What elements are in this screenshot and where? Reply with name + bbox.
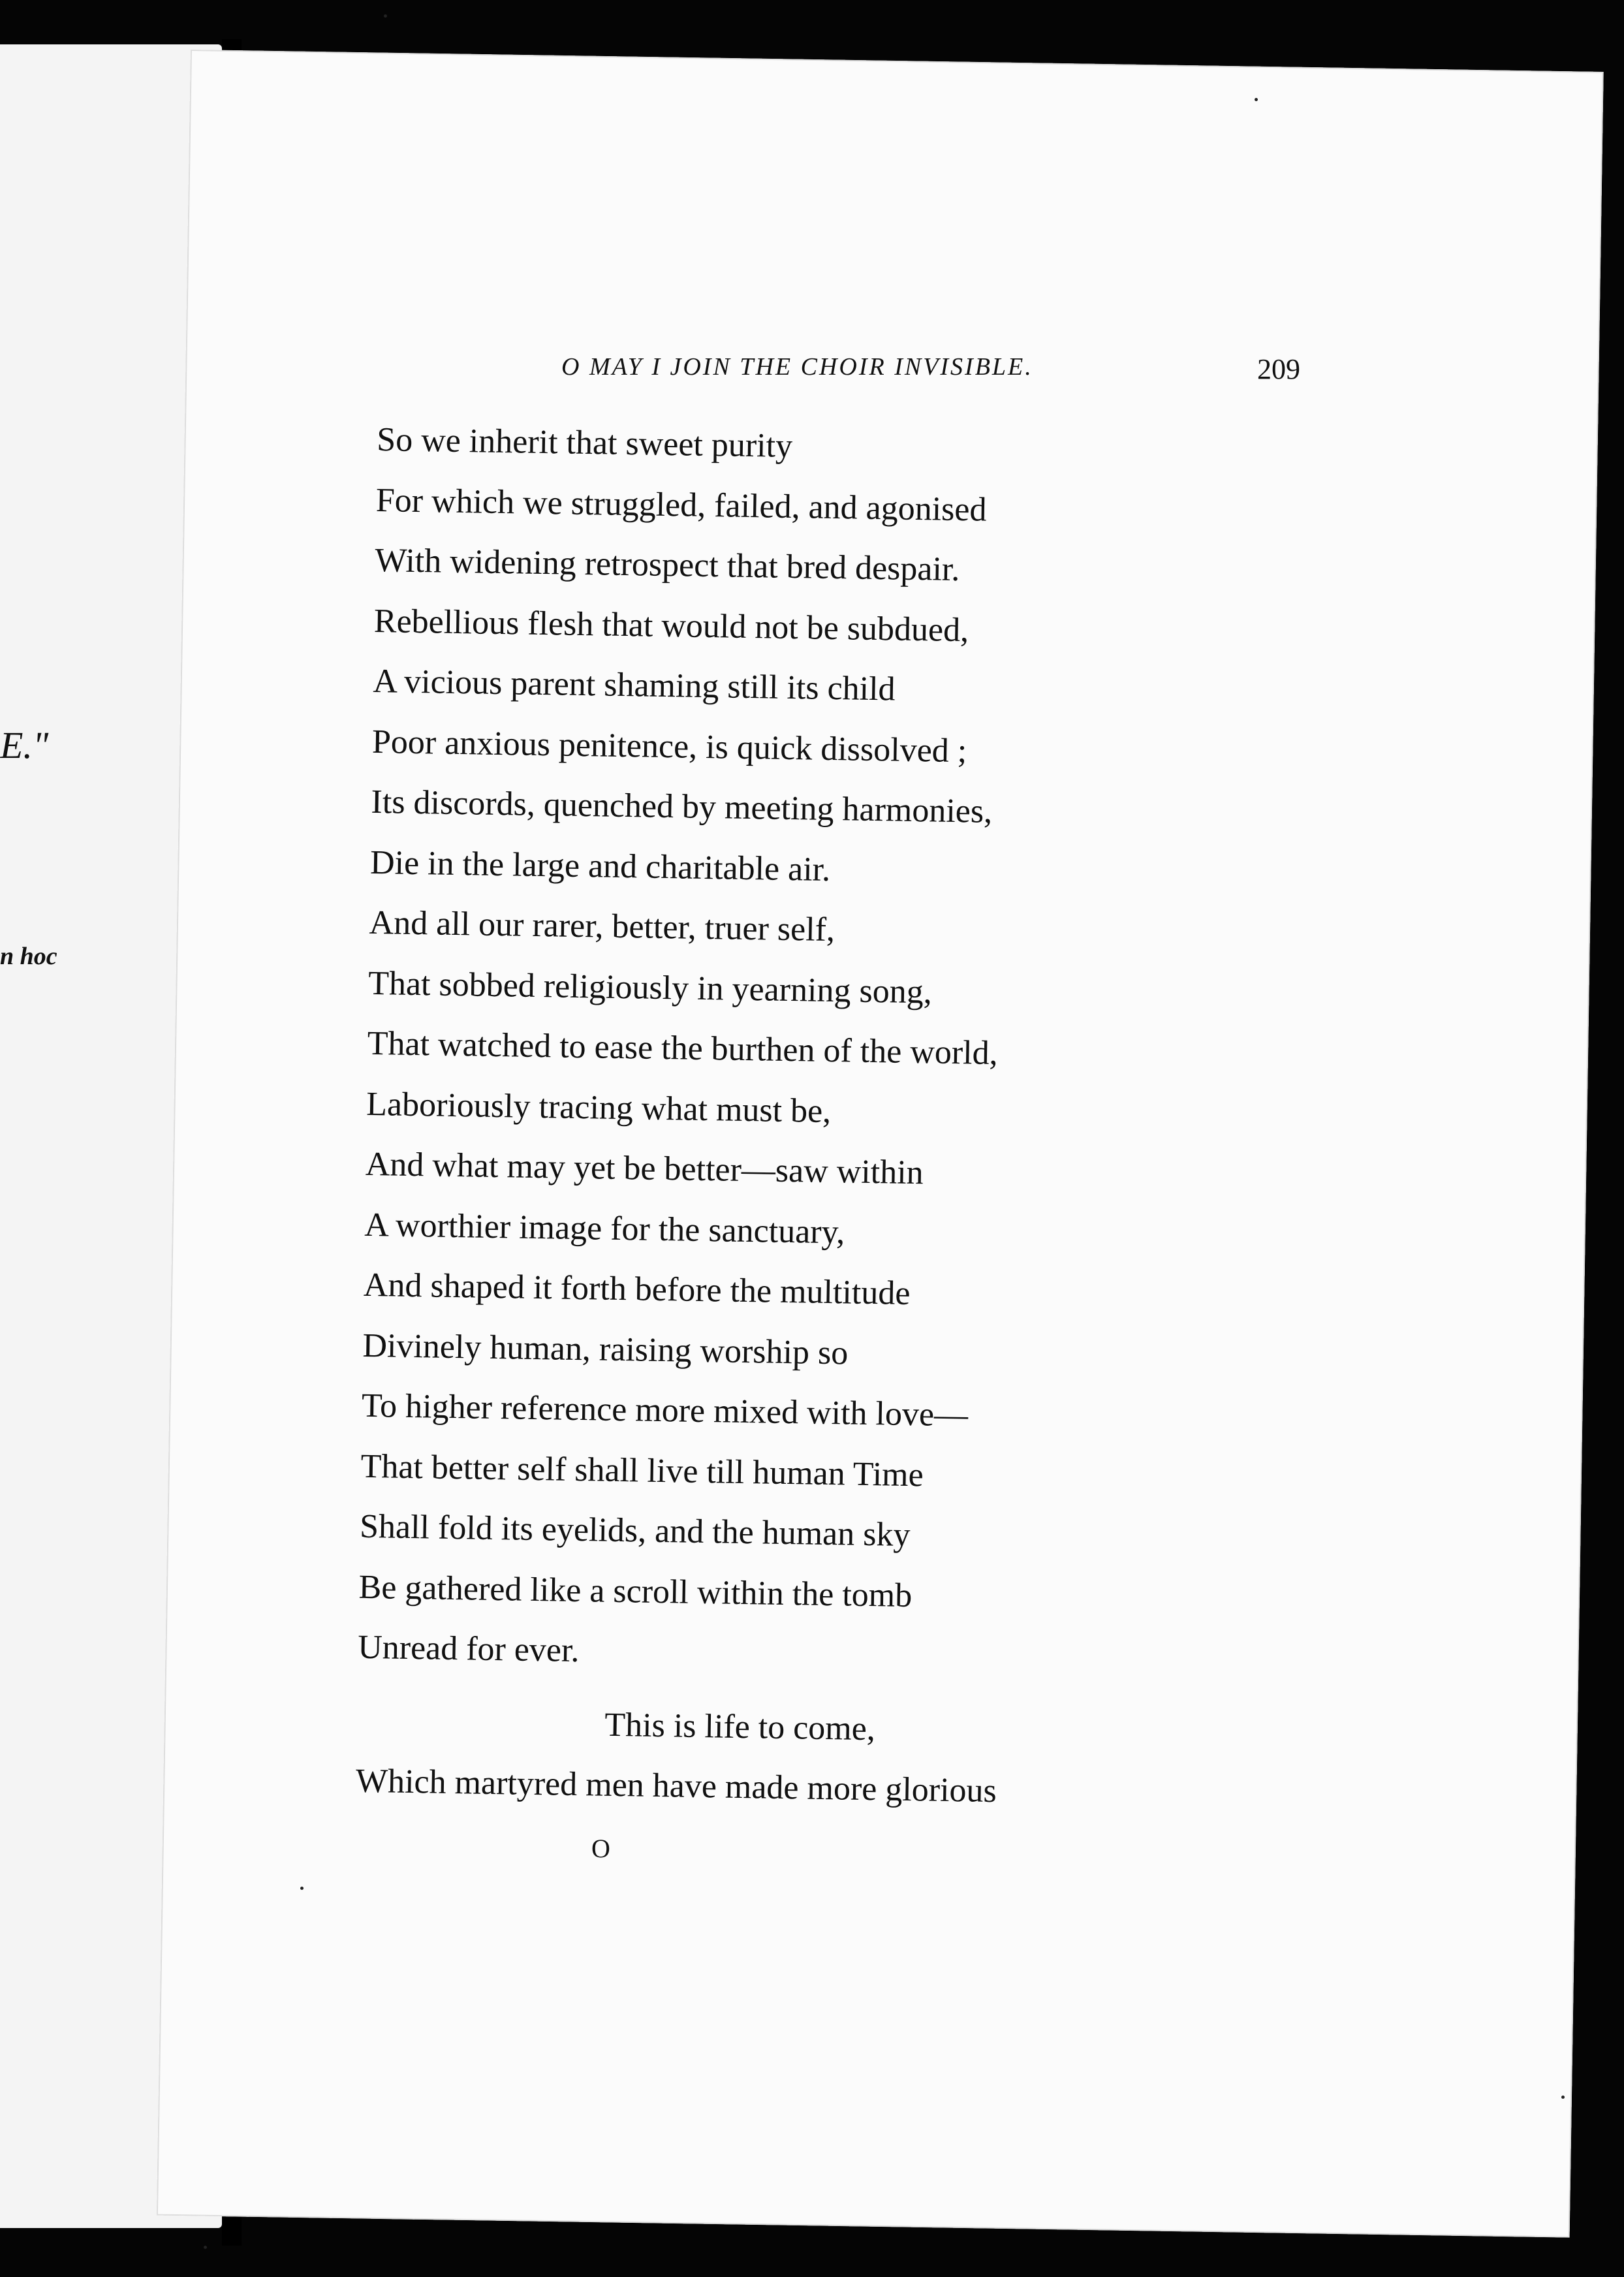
verse-line: A vicious parent shaming still its child <box>373 662 896 708</box>
printer-signature-mark: O <box>591 1834 610 1863</box>
poem-text <box>355 410 1018 1822</box>
scan-speck <box>204 2246 207 2249</box>
verse-line: That watched to ease the burthen of the world, <box>367 1024 999 1073</box>
verse-line: Its discords, quenched by meeting harmonies, <box>371 783 993 830</box>
page-number: 209 <box>1257 353 1300 385</box>
verse-line: And shaped it forth before the multitude <box>363 1266 911 1312</box>
running-title: O MAY I JOIN THE CHOIR INVISIBLE. <box>561 353 1033 381</box>
verse-line: Shall fold its eyelids, and the human sky <box>359 1507 911 1554</box>
verse-line: And all our rarer, better, truer self, <box>369 903 835 949</box>
verse-line: With widening retrospect that bred despair. <box>374 541 960 589</box>
verse-line: Rebellious flesh that would not be subdued, <box>373 602 969 649</box>
scan-speck <box>1255 98 1258 101</box>
verse-line: Poor anxious penitence, is quick dissolved ; <box>371 723 967 770</box>
verse-line: To higher reference more mixed with love— <box>361 1387 969 1434</box>
verse-line: Divinely human, raising worship so <box>362 1327 849 1372</box>
verse-line: And what may yet be better—saw within <box>365 1145 924 1192</box>
scan-speck <box>300 1887 304 1890</box>
verse-line: That sobbed religiously in yearning song, <box>367 964 933 1011</box>
scan-speck <box>384 14 387 18</box>
verse-line: For which we struggled, failed, and agonised <box>375 481 987 529</box>
verse-line: Be gathered like a scroll within the tomb <box>358 1568 913 1614</box>
verse-line: So we inherit that sweet purity <box>376 420 793 465</box>
verse-line: Which martyred men have made more glorious <box>355 1762 997 1810</box>
verse-line: Unread for ever. <box>357 1628 580 1670</box>
verse-line: Die in the large and charitable air. <box>369 843 831 888</box>
verse-line: A worthier image for the sanctuary, <box>364 1206 845 1251</box>
left-page-fragment: n hoc <box>0 943 57 970</box>
left-page-fragment: E." <box>0 724 49 766</box>
scan-speck <box>1561 2096 1565 2099</box>
verse-line: Laboriously tracing what must be, <box>366 1085 832 1130</box>
verse-line-indented: This is life to come, <box>604 1706 876 1748</box>
verse-line: That better self shall live till human Time <box>360 1447 924 1494</box>
